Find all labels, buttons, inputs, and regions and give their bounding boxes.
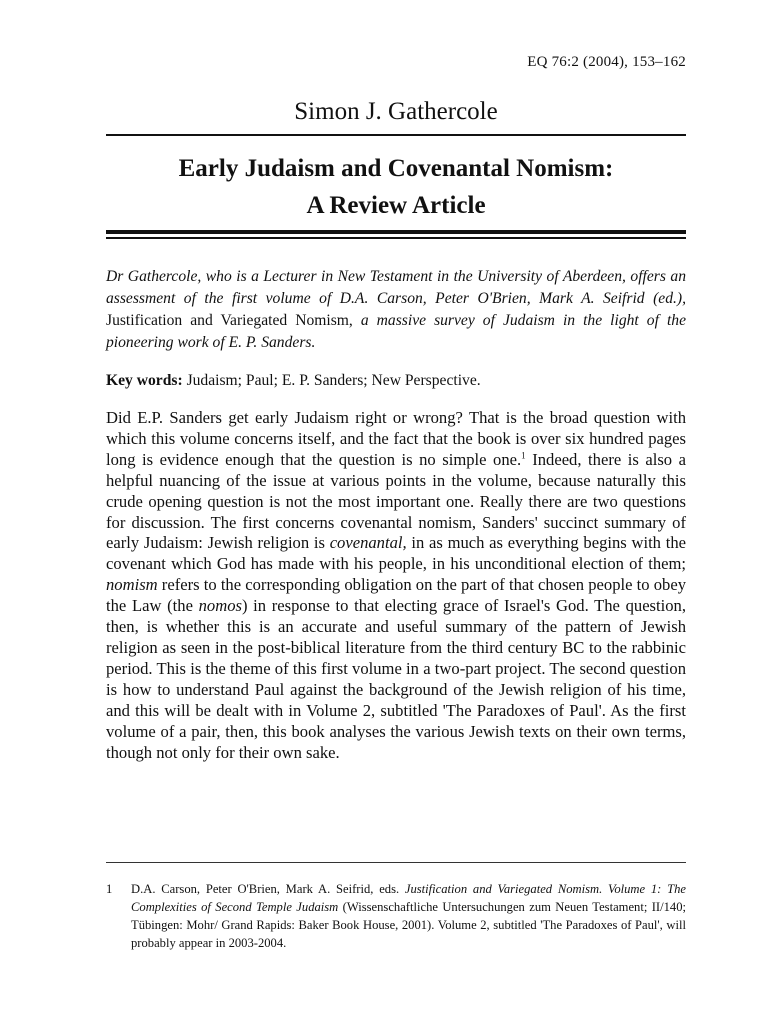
keywords-value: Judaism; Paul; E. P. Sanders; New Perspective. [182, 372, 481, 389]
article-title [106, 150, 686, 224]
body-seg3: in as much as everything begins with the covenant which God has made with his people, in his unconditional election of them; [106, 533, 686, 574]
footnote-text [131, 880, 686, 952]
abstract [106, 266, 686, 354]
author-name: Simon J. Gathercole [294, 98, 498, 125]
footnote-ref[interactable]: 1 [521, 450, 526, 461]
body-seg5: ) in response to that electing grace of Israel's God. The question, then, is whether this is an accurate and useful summary of the pattern of Jewish religion as seen in the post-biblical literature from the third century BC to the rabbinic period. This is the theme of this first volume in a two-part project. The second question is how to understand Paul against the background of the Jewish religion of his time, and this will be dealt with in Volume 2, subtitled 'The Paradoxes of Paul'. As the first volume of a pair, then, this book analyses the various Jewish texts on their own terms, though not only for their own sake. [106, 596, 686, 762]
body-seg1: Did E.P. Sanders get early Judaism right or wrong? That is the broad question with which this volume concerns itself, and the fact that the book is over six hundred pages long is evidence enough that the question is no simple one. [106, 408, 686, 469]
footnote-rule [106, 862, 686, 863]
body-em-nomos: nomos [198, 596, 242, 616]
keywords [106, 372, 686, 390]
body-paragraph [106, 408, 686, 763]
article-title-line1: Early Judaism and Covenantal Nomism: [178, 155, 614, 182]
body-seg4: refers to the corresponding obligation on the part of that chosen people to obey the Law (the [106, 575, 686, 616]
footnote-number: 1 [106, 882, 113, 896]
footnote [106, 880, 686, 952]
body-seg2: Indeed, there is also a helpful nuancing of the issue at various points in the volume, because naturally this crude opening question is not the most important one. Really there are two questions for discussion. The first concerns covenantal nomism, Sanders' succinct summary of early Judaism: Jewish religion is [106, 449, 686, 553]
abstract-summary: a massive survey of Judaism in the light of the pioneering work of E. P. Sanders. [106, 312, 686, 351]
article-title-line2: A Review Article [306, 192, 486, 219]
body-em-nomism: nomism [106, 575, 158, 595]
footnote-seg1: D.A. Carson, Peter O'Brien, Mark A. Seifrid, eds. [131, 882, 405, 896]
abstract-book-title: Justification and Variegated Nomism, [106, 312, 353, 329]
abstract-intro: Dr Gathercole, who is a Lecturer in New Testament in the University of Aberdeen, offers an assessment of the first volume of D.A. Carson, Peter O'Brien, Mark A. Seifrid (ed.), [106, 268, 686, 307]
header-rule-bottom [106, 237, 686, 239]
header-rule-top [106, 134, 686, 136]
body-em-covenantal: covenantal, [329, 533, 407, 553]
keywords-label: Key words: [106, 372, 183, 389]
journal-citation: EQ 76:2 (2004), 153–162 [527, 54, 686, 70]
header-rule-thick [106, 230, 686, 234]
footnote-seg2: (Wissenschaftliche Untersuchungen zum Neuen Testament; II/140; Tübingen: Mohr/ Grand Rapids: Baker Book House, 2001). Volume 2, subtitled 'The Paradoxes of Paul', will probably appear in 2003-2004. [131, 900, 686, 950]
footnote-book-title: Justification and Variegated Nomism. Volume 1: The Complexities of Second Temple Judaism [131, 882, 687, 914]
